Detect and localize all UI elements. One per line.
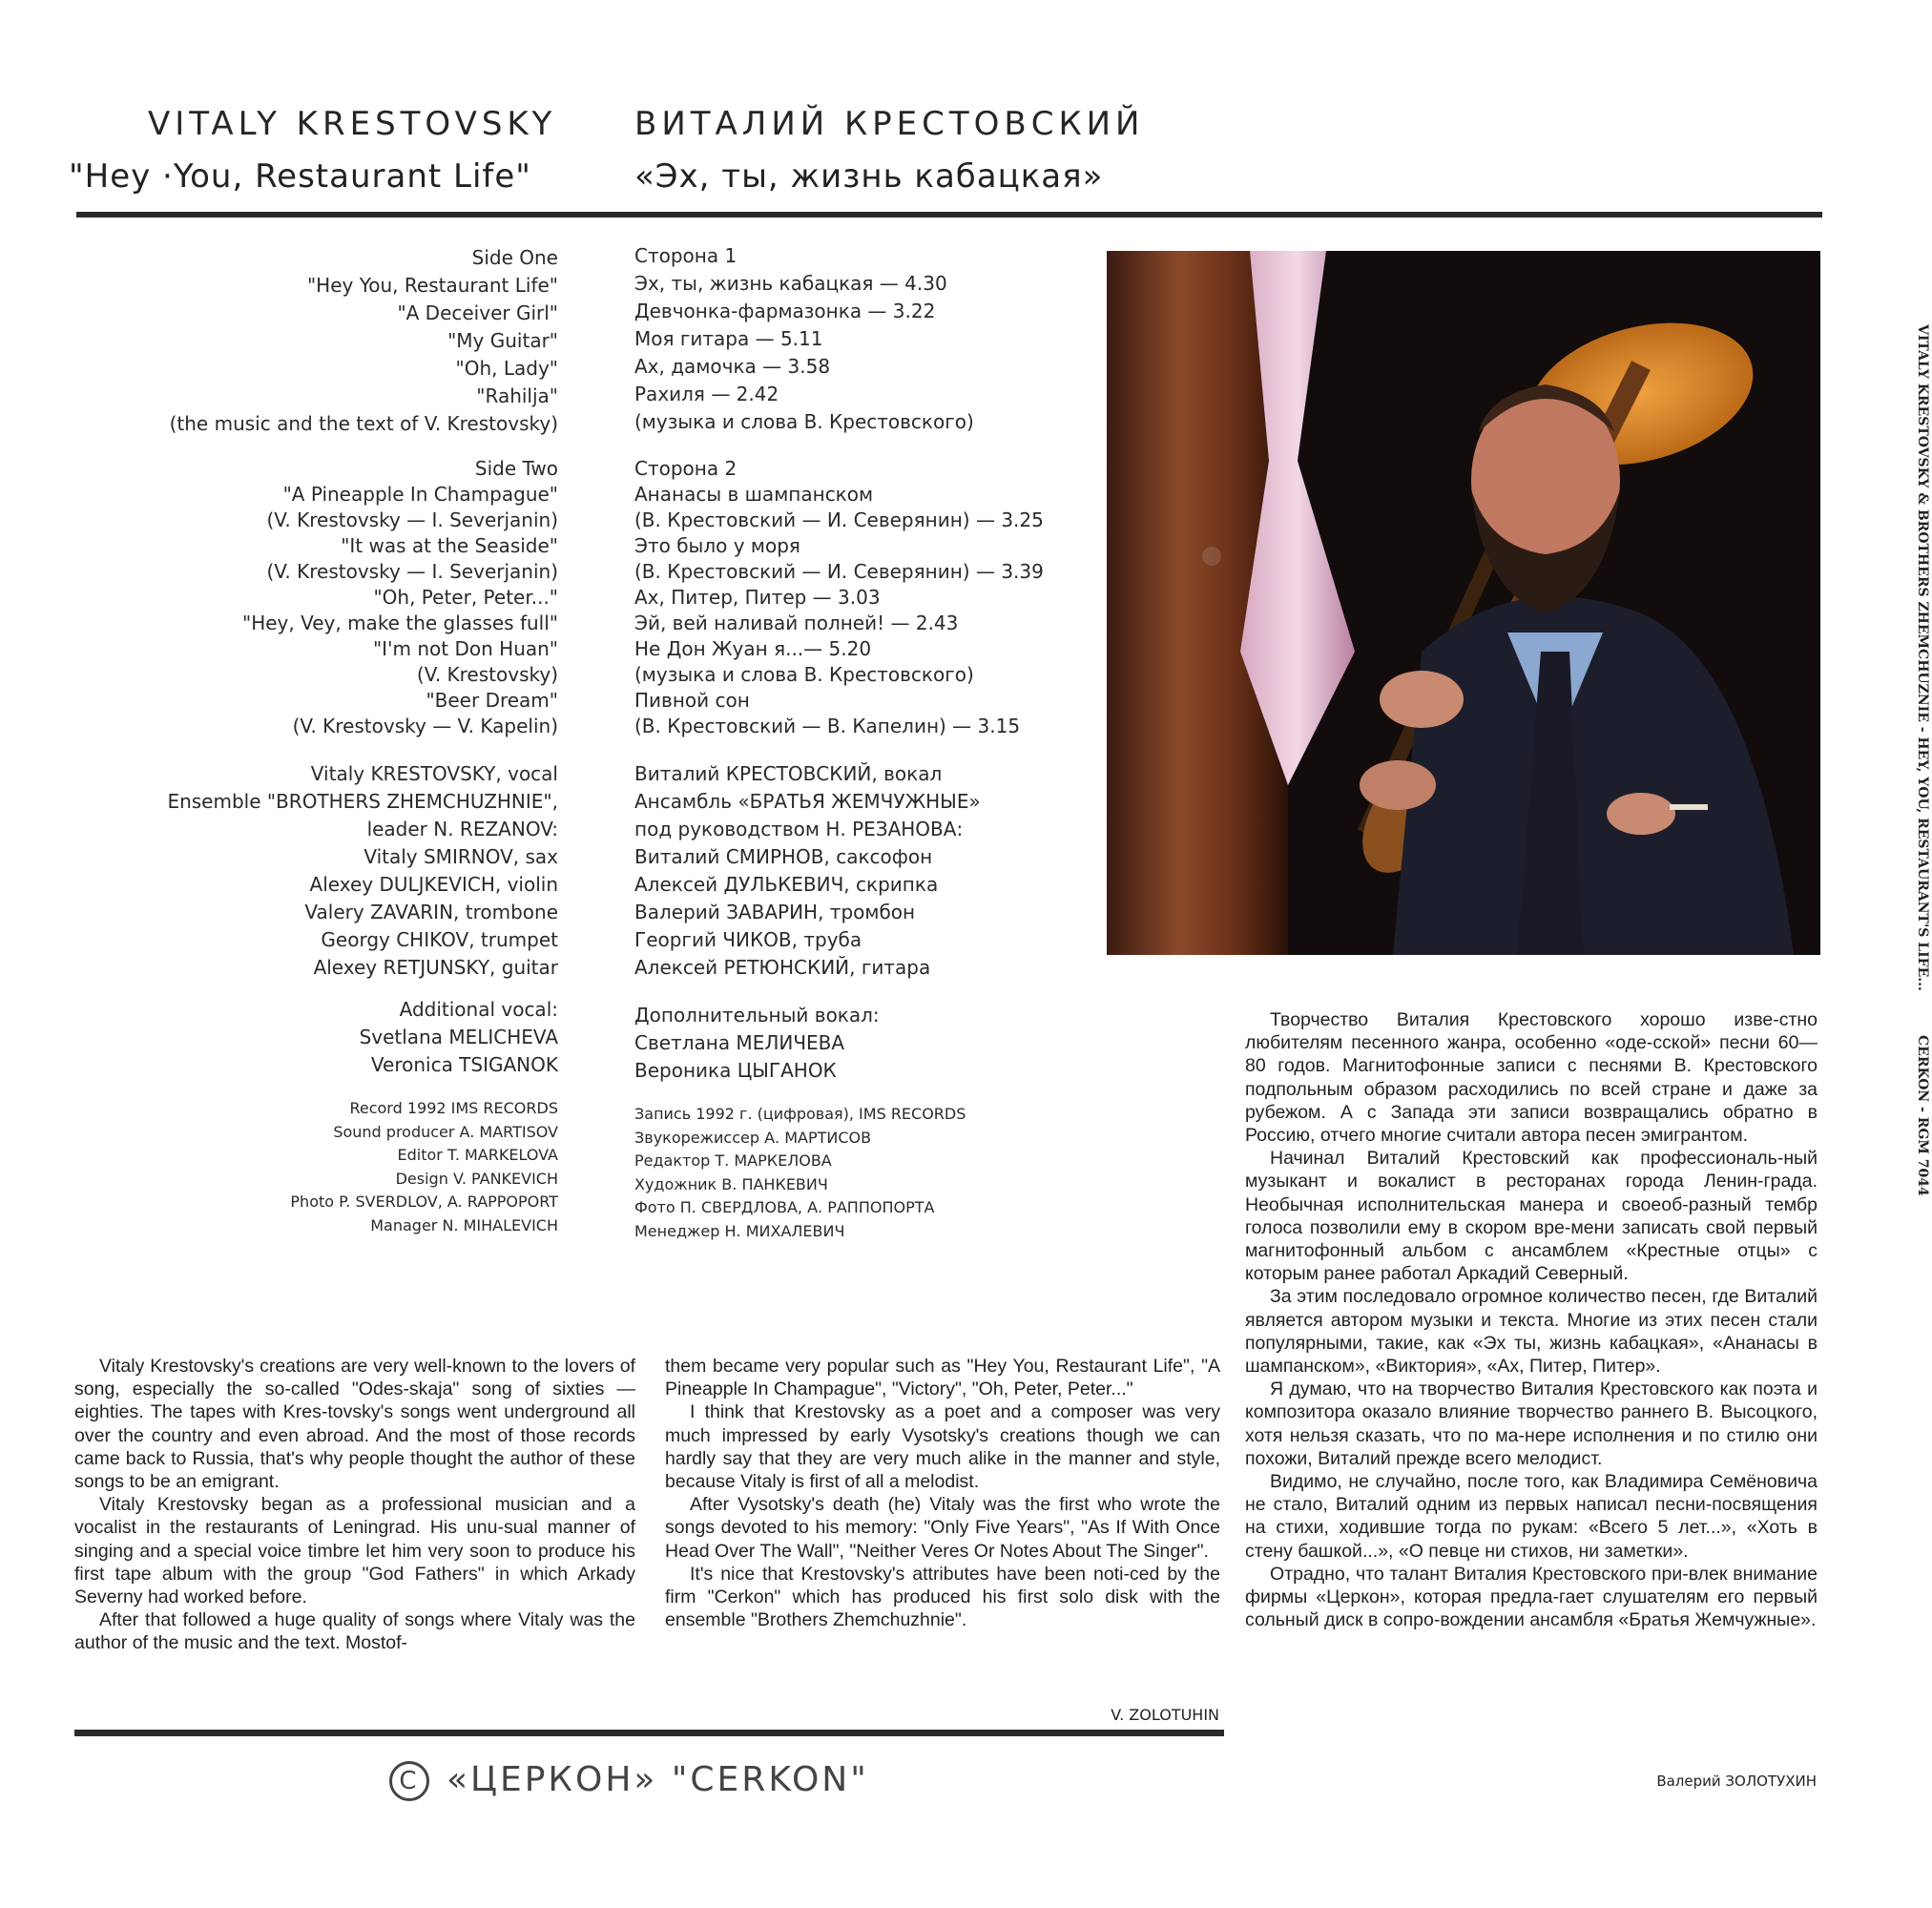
side-one-ru <box>634 242 1083 436</box>
additional-vocal-en <box>86 996 558 1079</box>
track: Пивной сон <box>634 689 750 712</box>
track-credit: (В. Крестовский — И. Северянин) — 3.39 <box>634 560 1044 583</box>
spine-catalog-number: CERKON - RGM 7044 <box>1915 1035 1930 1196</box>
side-two-ru <box>634 456 1083 739</box>
track: Рахиля — 2.42 <box>634 383 779 405</box>
credit-line: Звукорежиссер А. МАРТИСОВ <box>634 1128 872 1147</box>
side-heading: Сторона 2 <box>634 457 737 480</box>
track: "Oh, Peter, Peter..." <box>373 586 558 609</box>
additional-heading: Additional vocal: <box>399 998 558 1021</box>
copyright-icon: C <box>389 1761 429 1801</box>
additional-line: Svetlana MELICHEVA <box>359 1026 558 1048</box>
personnel-line: Валерий ЗАВАРИН, тромбон <box>634 901 916 923</box>
track-credit: (музыка и слова В. Крестовского) <box>634 663 974 686</box>
track-credit: (В. Крестовский — В. Капелин) — 3.15 <box>634 715 1021 737</box>
credit-line: Editor T. MARKELOVA <box>397 1146 558 1164</box>
personnel-line: Виталий КРЕСТОВСКИЙ, вокал <box>634 762 943 785</box>
personnel-line: Виталий СМИРНОВ, саксофон <box>634 845 933 868</box>
personnel-line: Ensemble "BROTHERS ZHEMCHUZHNIE", <box>167 790 558 813</box>
track-credit: (V. Krestovsky — I. Severjanin) <box>266 560 558 583</box>
personnel-line: Алексей РЕТЮНСКИЙ, гитара <box>634 956 931 979</box>
credit-line: Record 1992 IMS RECORDS <box>349 1099 558 1117</box>
credit-line: Запись 1992 г. (цифровая), IMS RECORDS <box>634 1105 966 1123</box>
additional-vocal-ru <box>634 1002 1083 1085</box>
bottom-divider <box>74 1730 1224 1736</box>
essay-paragraph: Творчество Виталия Крестовского хорошо изве-стно любителям песенного жанра, особенно «оде-сской» песни 60—80 годов. Магнитофонные записи с песнями В. Крестовского подпольным образом расходились по всей стране и даже за рубежом. А с Запада эти записи возвращались обратно в Россию, отчего многие считали автора песен эмигрантом. <box>1245 1009 1818 1147</box>
track-credit: (музыка и слова В. Крестовского) <box>634 410 974 433</box>
essay-paragraph: Vitaly Krestovsky's creations are very well-known to the lovers of song, especially the so-called "Odes-skaja" song of sixties — eighties. The tapes with Kres-tovsky's songs went underground all over the country and even abroad. And the most of those records came back to Russia, that's why people thought the author of these songs to be an emigrant. <box>74 1356 635 1493</box>
track: "A Deceiver Girl" <box>397 301 558 324</box>
side-heading: Сторона 1 <box>634 244 737 267</box>
personnel-line: Ансамбль «БРАТЬЯ ЖЕМЧУЖНЫЕ» <box>634 790 981 813</box>
essay-paragraph: Я думаю, что на творчество Виталия Крестовского как поэта и композитора оказало влияние творчество раннего В. Высоцкого, хотя нельзя сказать, что по ма-нере исполнения и по стилю они похожи, Виталий прежде всего мелодист. <box>1245 1379 1818 1469</box>
side-two-en <box>86 456 558 739</box>
track: Ананасы в шампанском <box>634 483 874 506</box>
track: Ах, Питер, Питер — 3.03 <box>634 586 881 609</box>
essay-paragraph: За этим последовало огромное количество песен, где Виталий является автором музыки и текста. Многие из этих песен стали популярными, такие, как «Эх ты, жизнь кабацкая», «Ананасы в шампанском», «Виктория», «Ах, Питер, Питер». <box>1245 1286 1818 1378</box>
personnel-line: Vitaly KRESTOVSKY, vocal <box>310 762 558 785</box>
personnel-line: leader N. REZANOV: <box>366 818 558 840</box>
album-title-en: "Hey ·You, Restaurant Life" <box>69 157 531 196</box>
artist-photo-illustration <box>1107 251 1820 955</box>
additional-heading: Дополнительный вокал: <box>634 1004 880 1027</box>
credits-ru <box>634 1103 1083 1243</box>
track: Эх, ты, жизнь кабацкая — 4.30 <box>634 272 947 295</box>
credit-line: Photo P. SVERDLOV, A. RAPPOPORT <box>290 1192 558 1211</box>
personnel-line: Valery ZAVARIN, trombone <box>304 901 558 923</box>
credit-line: Художник В. ПАНКЕВИЧ <box>634 1174 828 1193</box>
credit-line: Менеджер Н. МИХАЛЕВИЧ <box>634 1221 845 1240</box>
side-one-en <box>86 244 558 438</box>
track: Девчонка-фармазонка — 3.22 <box>634 300 936 322</box>
track: Моя гитара — 5.11 <box>634 327 823 350</box>
essay-paragraph: After Vysotsky's death (he) Vitaly was the first who wrote the songs devoted to his memory: "Only Five Years", "As If With Once Head Over The Wall", "Neither Veres Or Notes About The Singer". <box>665 1494 1220 1562</box>
track: "My Guitar" <box>447 329 558 352</box>
track: "Oh, Lady" <box>455 357 558 380</box>
essay-ru <box>1245 1008 1818 1631</box>
personnel-line: Георгий ЧИКОВ, труба <box>634 928 862 951</box>
track: "It was at the Seaside" <box>341 534 558 557</box>
credit-line: Фото П. СВЕРДЛОВА, А. РАППОПОРТА <box>634 1198 935 1216</box>
essay-en-column-2 <box>665 1355 1220 1631</box>
additional-line: Светлана МЕЛИЧЕВА <box>634 1031 845 1054</box>
essay-paragraph: Видимо, не случайно, после того, как Владимира Семёновича не стало, Виталий одним из первых написал песни-посвящения на стихи, ходившие тогда по рукам: «Всего 5 лет...», «Хоть в стену башкой...», «О певце ни стихов, ни заметки». <box>1245 1471 1818 1562</box>
label-name: «ЦЕРКОН» "CERKON" <box>447 1760 869 1799</box>
essay-en-column-1 <box>74 1355 635 1655</box>
track: "Beer Dream" <box>426 689 558 712</box>
label-brand <box>389 1760 869 1801</box>
spine-title: VITALY KRESTOVSKY & BROTHERS ZHEMCHUZNIE - HEY, YOU, RESTAURANT'S LIFE... <box>1915 324 1930 991</box>
artist-name-ru: ВИТАЛИЙ КРЕСТОВСКИЙ <box>634 105 1145 143</box>
track: Не Дон Жуан я...— 5.20 <box>634 637 872 660</box>
credit-line: Design V. PANKEVICH <box>395 1169 558 1188</box>
track: "Hey, Vey, make the glasses full" <box>242 612 558 634</box>
personnel-line: Алексей ДУЛЬКЕВИЧ, скрипка <box>634 873 939 896</box>
track-credit: (В. Крестовский — И. Северянин) — 3.25 <box>634 508 1044 531</box>
additional-line: Veronica TSIGANOK <box>370 1053 558 1076</box>
track-credit: (the music and the text of V. Krestovsky) <box>169 412 558 435</box>
credit-line: Manager N. MIHALEVICH <box>370 1215 558 1234</box>
essay-paragraph: Начинал Виталий Крестовский как профессиональ-ный музыкант и вокалист в ресторанах города Ленин-града. Необычная исполнительская манера и своеоб-разный тембр голоса позволили ему в скором вре-мени записать свой первый магнитофонный альбом с ансамблем «Крестные отцы» с которым ранее работал Аркадий Северный. <box>1245 1148 1818 1285</box>
track-credit: (V. Krestovsky) <box>416 663 558 686</box>
essay-paragraph: them became very popular such as "Hey You, Restaurant Life", "A Pineapple In Champague", "Victory", "Oh, Peter, Peter..." <box>665 1356 1220 1400</box>
track: Эй, вей наливай полней! — 2.43 <box>634 612 959 634</box>
track: "A Pineapple In Champague" <box>282 483 558 506</box>
track: "Rahilja" <box>476 384 558 407</box>
personnel-line: Vitaly SMIRNOV, sax <box>364 845 558 868</box>
essay-en-signature: V. ZOLOTUHIN <box>1111 1706 1219 1724</box>
track-credit: (V. Krestovsky — I. Severjanin) <box>266 508 558 531</box>
side-heading: Side Two <box>474 457 558 480</box>
top-divider <box>76 212 1822 218</box>
artist-photo <box>1107 251 1820 955</box>
track: Ах, дамочка — 3.58 <box>634 355 831 378</box>
credits-en <box>191 1097 558 1237</box>
essay-paragraph: It's nice that Krestovsky's attributes have been noti-ced by the firm "Cerkon" which has produced his first solo disk with the ensemble "Brothers Zhemchuzhnie". <box>665 1563 1220 1631</box>
track: "Hey You, Restaurant Life" <box>306 274 558 297</box>
artist-name-en: VITALY KRESTOVSKY <box>148 105 557 143</box>
side-heading: Side One <box>471 246 558 269</box>
track-credit: (V. Krestovsky — V. Kapelin) <box>292 715 558 737</box>
credit-line: Sound producer A. MARTISOV <box>333 1122 558 1141</box>
album-title-ru: «Эх, ты, жизнь кабацкая» <box>634 157 1104 196</box>
personnel-line: под руководством Н. РЕЗАНОВА: <box>634 818 964 840</box>
personnel-line: Alexey DULJKEVICH, violin <box>309 873 558 896</box>
credit-line: Редактор Т. МАРКЕЛОВА <box>634 1151 832 1170</box>
personnel-ru <box>634 760 1083 982</box>
track: "I'm not Don Huan" <box>372 637 558 660</box>
personnel-en <box>86 760 558 982</box>
track: Это было у моря <box>634 534 800 557</box>
essay-paragraph: After that followed a huge quality of songs where Vitaly was the author of the music and the text. Mostof- <box>74 1609 635 1654</box>
additional-line: Вероника ЦЫГАНОК <box>634 1059 837 1082</box>
essay-paragraph: I think that Krestovsky as a poet and a composer was very much impressed by early Vysotsky's creations though we can hardly say that they are very much alike in the manner and style, because Vitaly is first of all a melodist. <box>665 1401 1220 1493</box>
essay-paragraph: Отрадно, что талант Виталия Крестовского при-влек внимание фирмы «Церкон», которая предла-гает слушателям его первый сольный диск в сопро-вождении ансамбля «Братья Жемчужные». <box>1245 1563 1818 1631</box>
essay-paragraph: Vitaly Krestovsky began as a professional musician and a vocalist in the restaurants of Leningrad. His unu-sual manner of singing and a special voice timbre let him very soon to produce his first tape album with the group "God Fathers" in which Arkady Severny had worked before. <box>74 1494 635 1608</box>
personnel-line: Georgy CHIKOV, trumpet <box>321 928 558 951</box>
essay-ru-signature: Валерий ЗОЛОТУХИН <box>1656 1773 1817 1790</box>
personnel-line: Alexey RETJUNSKY, guitar <box>313 956 558 979</box>
